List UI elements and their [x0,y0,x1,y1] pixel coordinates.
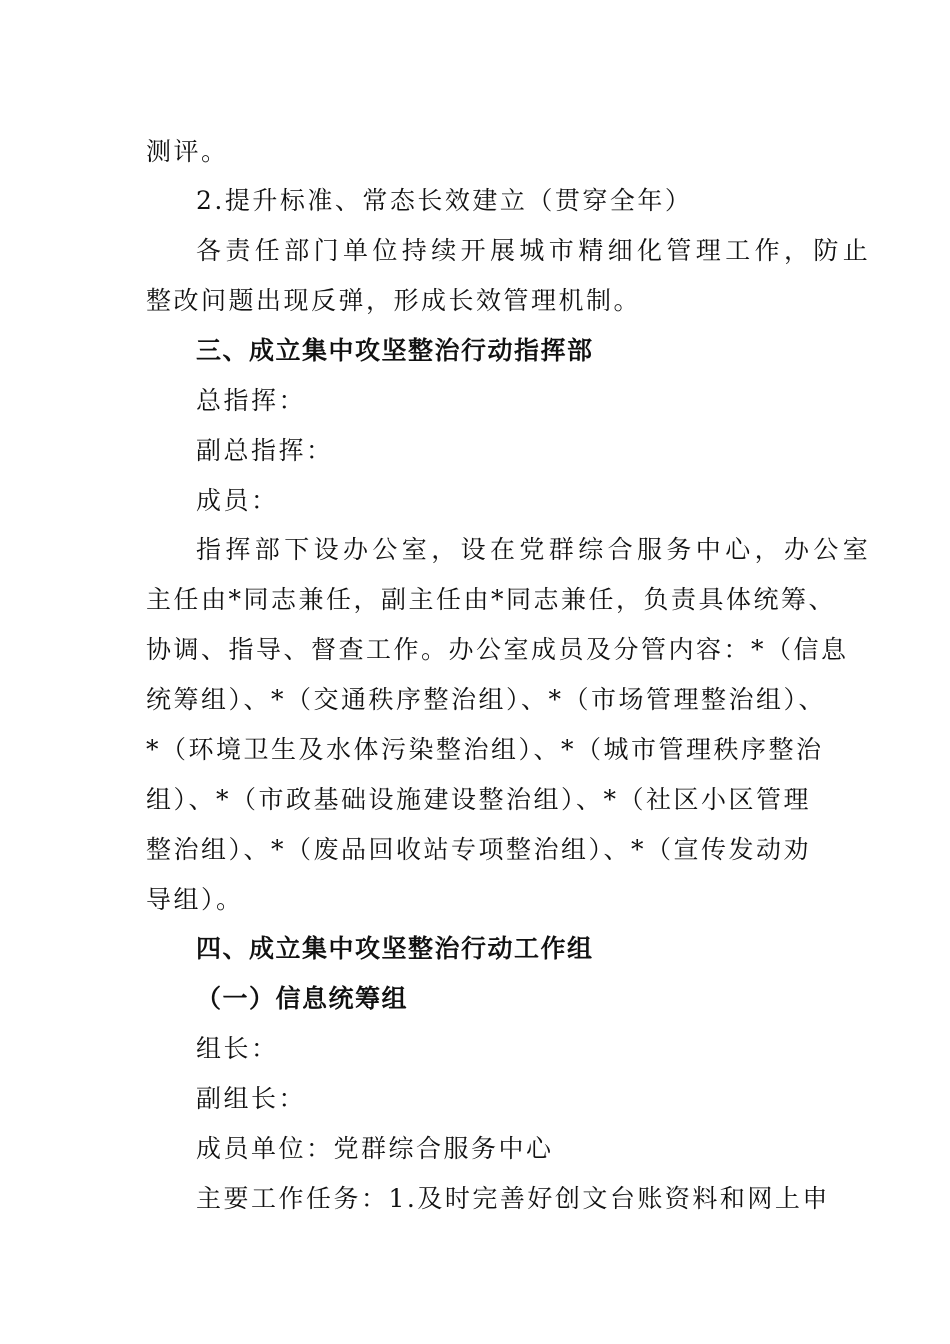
text-line-8: 成员： [196,486,279,515]
text-line-20: 副组长： [196,1084,307,1113]
text-line-10: 主任由*同志兼任，副主任由*同志兼任，负责具体统筹、 [146,585,837,614]
section-heading-3: 三、成立集中攻坚整治行动指挥部 [196,336,594,365]
text-line-4: 整改问题出现反弹，形成长效管理机制。 [146,286,642,315]
text-line-14: 组）、*（市政基础设施建设整治组）、*（社区小区管理 [146,785,812,814]
text-line-15: 整治组）、*（废品回收站专项整治组）、*（宣传发动劝 [146,835,812,864]
subsection-heading-1: （一）信息统筹组 [196,984,409,1013]
text-line-3: 各责任部门单位持续开展城市精细化管理工作，防止 [196,236,873,265]
text-line-21: 成员单位：党群综合服务中心 [196,1134,554,1163]
text-line-19: 组长： [196,1034,279,1063]
text-line-12: 统筹组）、*（交通秩序整治组）、*（市场管理整治组）、 [146,685,827,714]
text-line-1: 测评。 [146,137,229,166]
text-line-6: 总指挥： [196,386,307,415]
text-line-2: 2.提升标准、常态长效建立（贯穿全年） [196,186,693,215]
section-heading-4: 四、成立集中攻坚整治行动工作组 [196,934,594,963]
text-line-7: 副总指挥： [196,436,334,465]
text-line-13: *（环境卫生及水体污染整治组）、*（城市管理秩序整治 [146,735,824,764]
text-line-9: 指挥部下设办公室，设在党群综合服务中心，办公室 [196,535,873,564]
text-line-16: 导组）。 [146,885,244,914]
text-line-11: 协调、指导、督查工作。办公室成员及分管内容：*（信息 [146,635,849,664]
text-line-22: 主要工作任务：1.及时完善好创文台账资料和网上申 [196,1184,830,1213]
